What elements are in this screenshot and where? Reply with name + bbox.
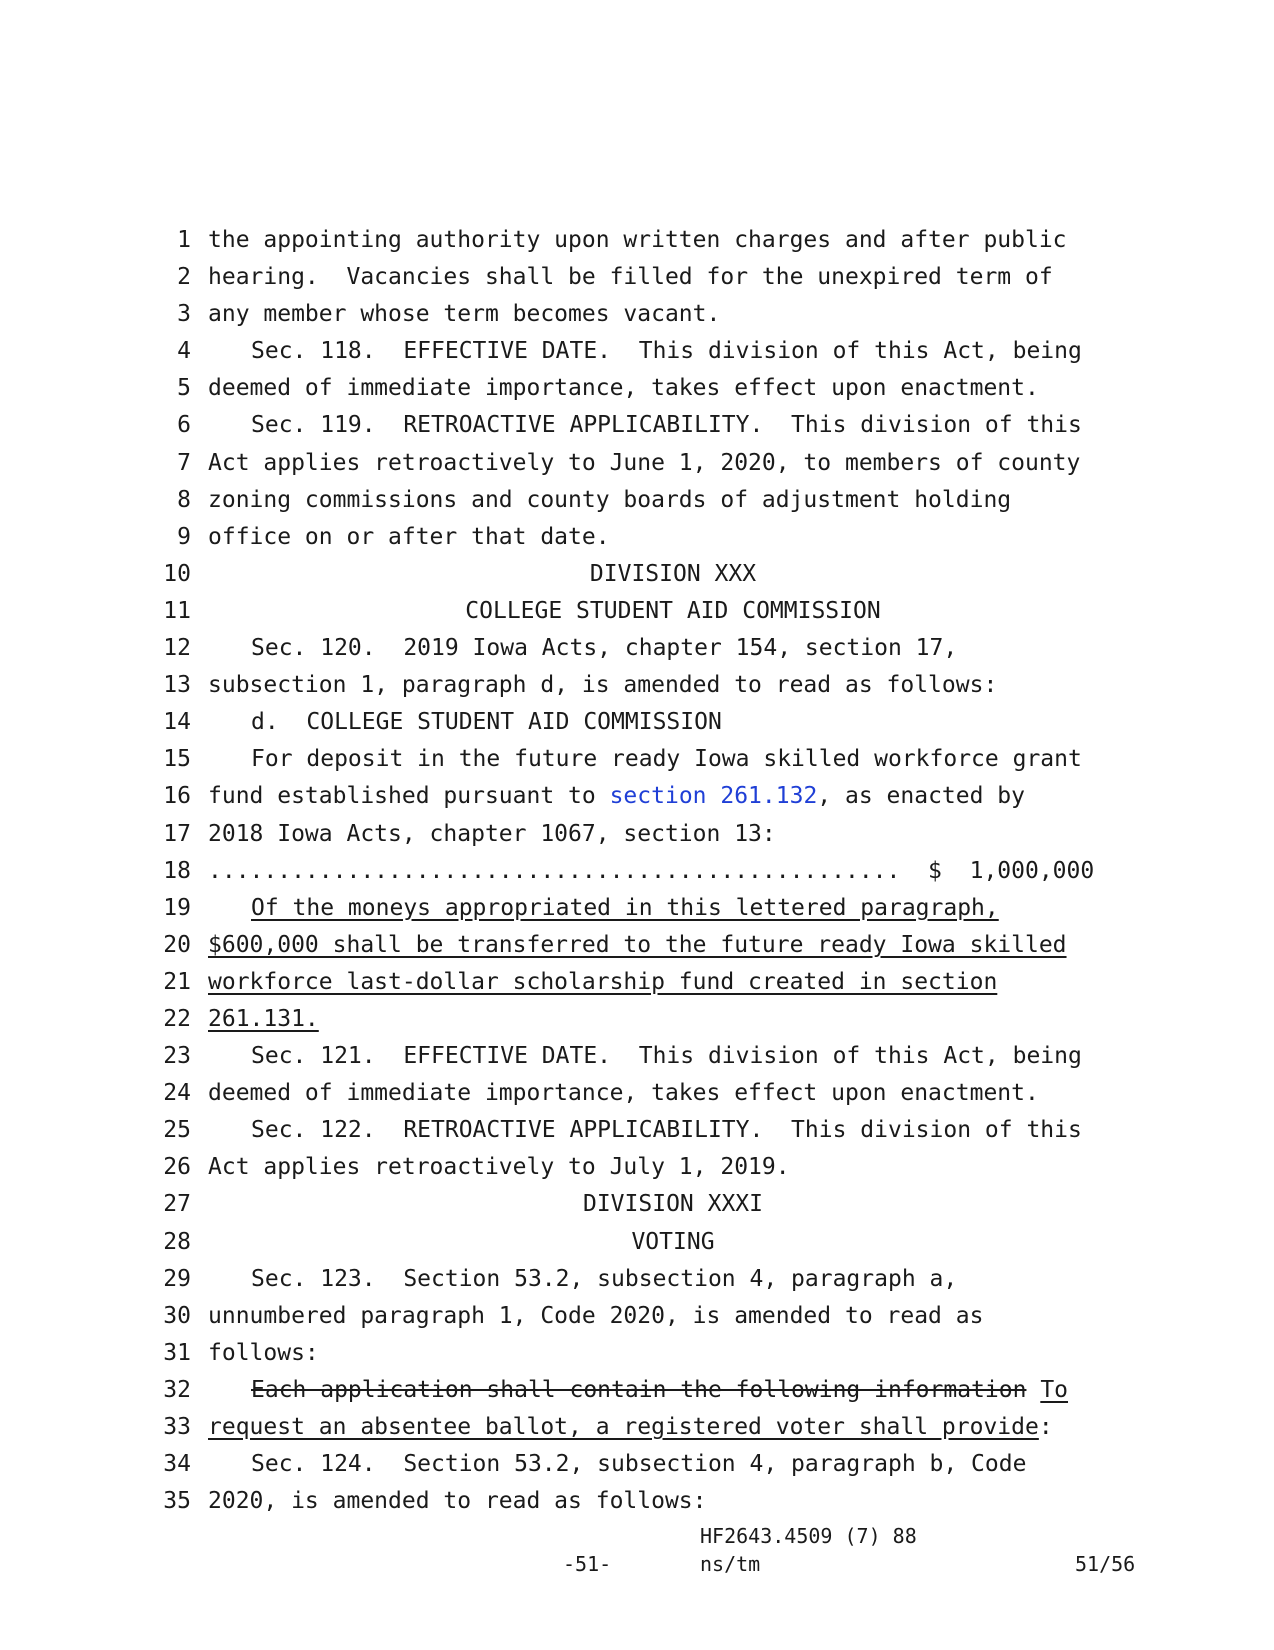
line-number: 21 — [163, 968, 191, 995]
line-number: 20 — [163, 931, 191, 958]
inserted-text: workforce last-dollar scholarship fund created in section — [208, 968, 998, 995]
line-text — [251, 1372, 1068, 1409]
division-title: DIVISION XXXI — [582, 1191, 763, 1218]
line-34 — [0, 1446, 1274, 1483]
line-19 — [0, 890, 1274, 927]
line-text: zoning commissions and county boards of adjustment holding — [208, 486, 1012, 513]
line-text: For deposit in the future ready Iowa skilled workforce grant — [251, 746, 1082, 773]
line-12 — [0, 630, 1274, 667]
line-17 — [0, 816, 1274, 853]
line-35 — [0, 1483, 1274, 1520]
line-number: 31 — [163, 1339, 191, 1366]
inserted-text: 261.131. — [208, 1005, 319, 1032]
line-15 — [0, 741, 1274, 778]
line-text: deemed of immediate importance, takes effect upon enactment. — [208, 375, 1039, 402]
bill-text-lines — [0, 222, 1274, 1520]
line-number: 19 — [163, 894, 191, 921]
line-number: 16 — [163, 783, 191, 810]
line-text-post: : — [1038, 1414, 1053, 1440]
section-heading-121: Sec. 121. EFFECTIVE DATE. This division of this Act, being — [251, 1043, 1082, 1070]
line-text: the appointing authority upon written charges and after public — [208, 227, 1067, 253]
line-text: follows: — [208, 1339, 319, 1366]
line-text: deemed of immediate importance, takes effect upon enactment. — [208, 1080, 1039, 1107]
line-14 — [0, 704, 1274, 741]
line-4 — [0, 333, 1274, 370]
drafter-initials: ns/tm — [700, 1552, 761, 1576]
line-18 — [0, 853, 1274, 890]
line-text-post: , as enacted by — [817, 783, 1026, 810]
line-number: 22 — [163, 1005, 191, 1032]
line-number: 26 — [163, 1154, 191, 1181]
bill-identifier: HF2643.4509 (7) 88 — [700, 1524, 917, 1548]
line-9 — [0, 519, 1274, 556]
line-number: 32 — [163, 1376, 191, 1403]
page-number: -51- — [563, 1552, 612, 1576]
division-title: DIVISION XXX — [589, 560, 757, 587]
line-number: 24 — [163, 1080, 191, 1107]
line-number: 10 — [163, 560, 191, 587]
line-20 — [0, 927, 1274, 964]
line-text: 2018 Iowa Acts, chapter 1067, section 13: — [208, 820, 776, 847]
line-2 — [0, 259, 1274, 296]
line-32 — [0, 1372, 1274, 1409]
section-heading-124: Sec. 124. Section 53.2, subsection 4, paragraph b, Code — [251, 1451, 1027, 1478]
line-8 — [0, 482, 1274, 519]
line-number: 23 — [163, 1043, 191, 1070]
line-1 — [0, 222, 1274, 259]
line-text: Act applies retroactively to July 1, 2019. — [208, 1154, 790, 1181]
line-number: 27 — [163, 1191, 191, 1218]
line-number: 1 — [177, 227, 191, 253]
section-heading-120: Sec. 120. 2019 Iowa Acts, chapter 154, section 17, — [251, 635, 958, 662]
line-13 — [0, 667, 1274, 704]
division-subtitle: COLLEGE STUDENT AID COMMISSION — [465, 597, 881, 624]
paragraph-heading: d. COLLEGE STUDENT AID COMMISSION — [251, 709, 722, 736]
section-heading-122: Sec. 122. RETROACTIVE APPLICABILITY. This division of this — [251, 1117, 1082, 1144]
line-number: 7 — [177, 449, 191, 476]
line-number: 11 — [163, 597, 191, 624]
line-22 — [0, 1001, 1274, 1038]
line-text: hearing. Vacancies shall be filled for the unexpired term of — [208, 264, 1053, 291]
line-16 — [0, 778, 1274, 815]
line-31 — [0, 1335, 1274, 1372]
section-heading-118: Sec. 118. EFFECTIVE DATE. This division of this Act, being — [251, 338, 1082, 365]
line-number: 13 — [163, 672, 191, 699]
gap — [1026, 1377, 1040, 1403]
line-number: 29 — [163, 1265, 191, 1292]
line-25 — [0, 1112, 1274, 1149]
line-3 — [0, 296, 1274, 333]
line-number: 2 — [177, 264, 191, 291]
line-number: 18 — [163, 857, 191, 884]
line-text: Act applies retroactively to June 1, 2020, to members of county — [208, 449, 1081, 476]
line-6 — [0, 407, 1274, 444]
inserted-text: Of the moneys appropriated in this lettered paragraph, — [251, 894, 999, 921]
line-10 — [0, 556, 1274, 593]
line-text: unnumbered paragraph 1, Code 2020, is amended to read as — [208, 1302, 984, 1329]
inserted-text: $600,000 shall be transferred to the future ready Iowa skilled — [208, 931, 1067, 958]
section-261-132-link[interactable]: section 261.132 — [609, 783, 818, 810]
line-11 — [0, 593, 1274, 630]
line-number: 25 — [163, 1117, 191, 1144]
line-number: 35 — [163, 1488, 191, 1515]
page-count: 51/56 — [1075, 1552, 1136, 1576]
line-number: 28 — [163, 1228, 191, 1255]
line-text: any member whose term becomes vacant. — [208, 301, 721, 328]
line-text — [208, 778, 1025, 815]
line-number: 3 — [177, 301, 191, 328]
division-subtitle: VOTING — [631, 1228, 715, 1255]
line-text-pre: fund established pursuant to — [208, 783, 610, 810]
line-text: 2020, is amended to read as follows: — [208, 1488, 707, 1515]
line-number: 33 — [163, 1414, 191, 1440]
line-29 — [0, 1261, 1274, 1298]
line-30 — [0, 1298, 1274, 1335]
line-number: 9 — [177, 523, 191, 550]
struck-text: Each application shall contain the following information — [251, 1376, 1027, 1403]
line-text: subsection 1, paragraph d, is amended to read as follows: — [208, 672, 998, 699]
line-text: office on or after that date. — [208, 523, 610, 550]
line-5 — [0, 370, 1274, 407]
line-27 — [0, 1186, 1274, 1223]
appropriation-amount: .................................................. $ 1,000,000 — [208, 857, 1095, 884]
line-text — [208, 1409, 1053, 1446]
line-number: 17 — [163, 820, 191, 847]
inserted-text: request an absentee ballot, a registered voter shall provide — [208, 1414, 1039, 1440]
line-24 — [0, 1075, 1274, 1112]
line-number: 34 — [163, 1451, 191, 1478]
section-heading-123: Sec. 123. Section 53.2, subsection 4, paragraph a, — [251, 1265, 958, 1292]
line-26 — [0, 1149, 1274, 1186]
line-number: 6 — [177, 412, 191, 439]
line-23 — [0, 1038, 1274, 1075]
line-number: 4 — [177, 338, 191, 365]
line-number: 14 — [163, 709, 191, 736]
line-28 — [0, 1224, 1274, 1261]
line-33 — [0, 1409, 1274, 1446]
line-number: 15 — [163, 746, 191, 773]
line-number: 8 — [177, 486, 191, 513]
line-7 — [0, 445, 1274, 482]
inserted-text: To — [1040, 1376, 1069, 1403]
line-number: 5 — [177, 375, 191, 402]
line-number: 12 — [163, 635, 191, 662]
line-number: 30 — [163, 1302, 191, 1329]
line-21 — [0, 964, 1274, 1001]
section-heading-119: Sec. 119. RETROACTIVE APPLICABILITY. This division of this — [251, 412, 1082, 439]
